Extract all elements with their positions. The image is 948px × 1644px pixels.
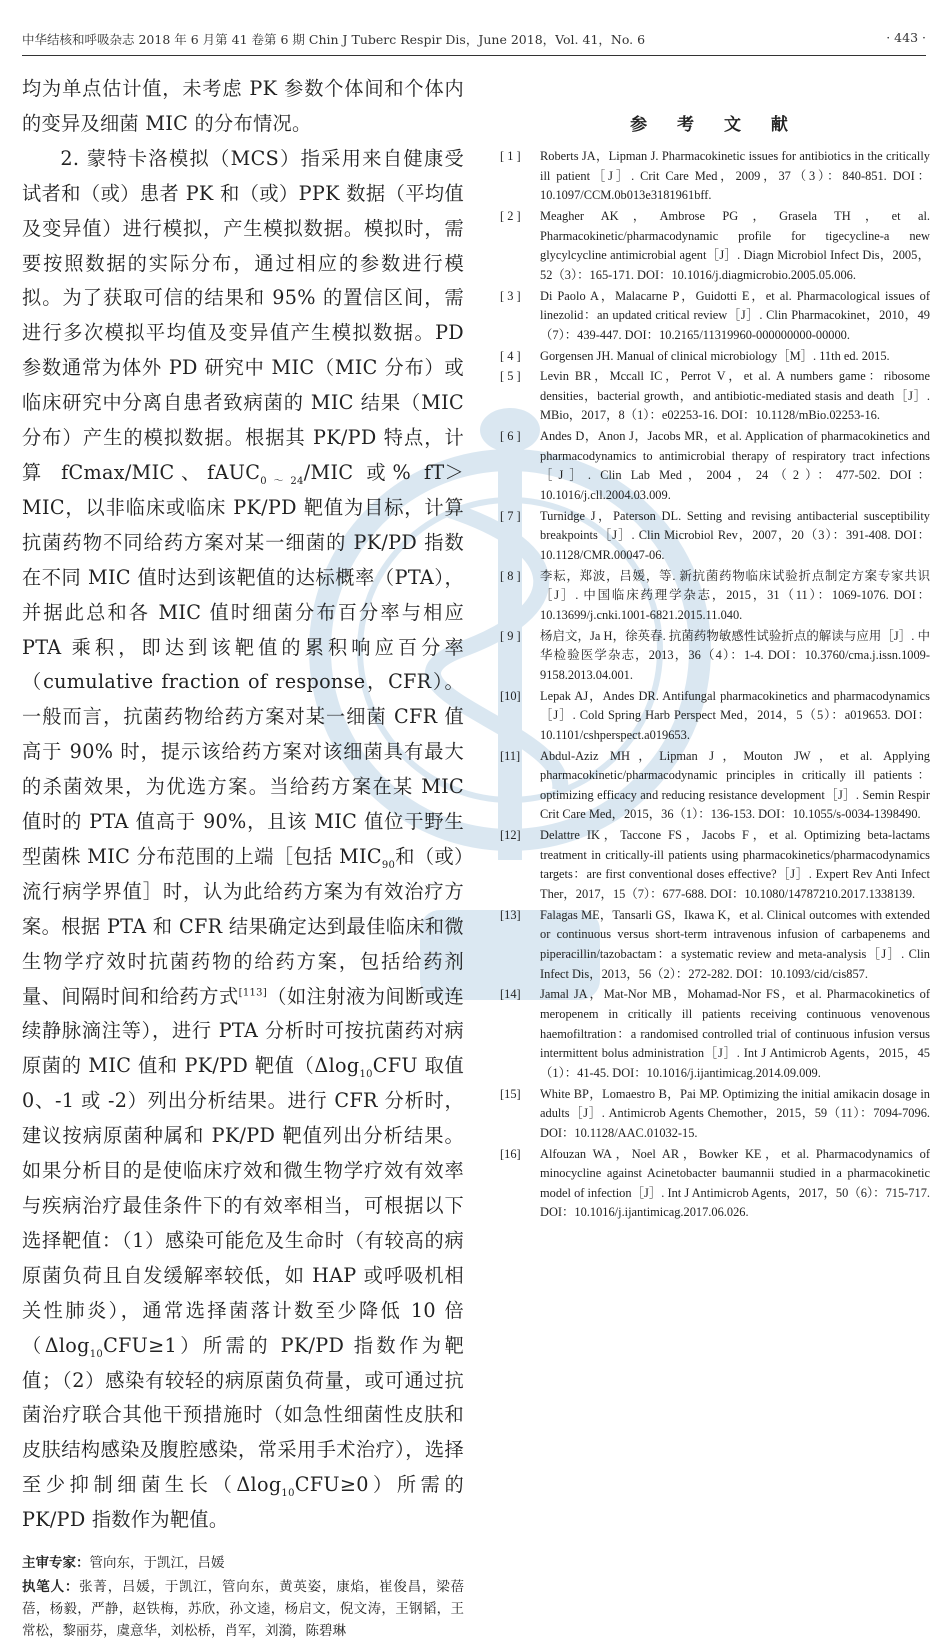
- reference-number: [ 4 ]: [500, 348, 521, 363]
- reference-item: [500, 826, 930, 904]
- journal-citation: 中华结核和呼吸杂志 2018 年 6 月第 41 卷第 6 期 Chin J Tuberc Respir Dis，June 2018，Vol. 41，No. 6: [22, 32, 646, 47]
- reference-text: 杨启文，Ja H，徐英春. 抗菌药物敏感性试验折点的解读与应用［J］. 中华检验医学杂志，2013，36（4）：1-4. DOI：10.3760/cma.j.issn.1009-9158.2013.04.001.: [540, 628, 930, 682]
- reference-number: [16]: [500, 1146, 521, 1161]
- reference-number: [ 5 ]: [500, 369, 521, 384]
- header-rule: [22, 55, 926, 56]
- reference-number: [ 3 ]: [500, 288, 521, 303]
- credits-block: [22, 1552, 464, 1642]
- reviewers-line: 主审专家：管向东，于凯江，吕媛: [22, 1555, 225, 1572]
- reference-number: [10]: [500, 688, 521, 703]
- reference-number: [11]: [500, 748, 521, 763]
- reference-text: Gorgensen JH. Manual of clinical microbiology［M］. 11th ed. 2015.: [540, 348, 890, 363]
- paragraph-pk-limit: 均为单点估计值，未考虑 PK 参数个体间和个体内的变异及细菌 MIC 的分布情况。: [22, 77, 464, 135]
- reference-text: Meagher AK，Ambrose PG，Grasela TH，et al. Pharmacokinetic/pharmacodynamic profile for tigecycline-a new glycylcycline antimicrobial agent［J］. Diagn Microbiol Infect Dis，2005，52（3）：165-171. DOI：10.1016/j.diagmicrobio.2005.05.006.: [540, 208, 930, 282]
- reference-item: [500, 1085, 930, 1144]
- left-column: [22, 72, 464, 1644]
- reference-text: Falagas ME，Tansarli GS，Ikawa K，et al. Clinical outcomes with extended or continuous versus short-term intravenous infusion of carbapenems and piperacillin/tazobactam：a systematic review and meta-analysis［J］. Clin Infect Dis，2013，56（2）：272-282. DOI：10.1093/cid/cis857.: [540, 907, 930, 981]
- right-column: [500, 110, 930, 1224]
- reference-text: Abdul-Aziz MH，Lipman J，Mouton JW，et al. Applying pharmacokinetic/pharmacodynamic principles in critically ill patients：optimizing efficacy and reducing resistance development［J］. Semin Respir Crit Care Med，2015，36（1）：136-153. DOI：10.1055/s-0034-1398490.: [540, 748, 930, 822]
- reference-item: [500, 906, 930, 984]
- reference-item: [500, 287, 930, 346]
- reference-number: [13]: [500, 907, 521, 922]
- reference-text: Levin BR，Mccall IC，Perrot V，et al. A numbers game：ribosome densities，bacterial growth，and antibiotic-mediated stasis and death［J］. MBio，2017，8（1）：e02253-16. DOI：10.1128/mBio.02253-16.: [540, 369, 930, 423]
- reference-list: [500, 147, 930, 1223]
- reference-number: [ 1 ]: [500, 149, 521, 163]
- reference-text: Andes D，Anon J，Jacobs MR，et al. Application of pharmacokinetics and pharmacodynamics to antimicrobial therapy of respiratory tract infections［J］. Clin Lab Med，2004，24（2）：477-502. DOI：10.1016/j.cll.2004.03.009.: [540, 429, 930, 503]
- reference-number: [15]: [500, 1086, 521, 1101]
- running-header: [22, 30, 926, 50]
- reference-text: Turnidge J，Paterson DL. Setting and revising antibacterial susceptibility breakpoints［J］. Clin Microbiol Rev，2007，20（3）：391-408. DOI：10.1128/CMR.00047-06.: [540, 508, 930, 562]
- reference-item: [500, 347, 930, 367]
- reference-item: [500, 147, 930, 206]
- reference-item: [500, 427, 930, 505]
- reference-number: [12]: [500, 828, 521, 843]
- reference-item: [500, 627, 930, 686]
- reference-text: Delattre IK，Taccone FS，Jacobs F，et al. Optimizing beta-lactams treatment in critically-ill patients using pharmacokinetics/pharmacodynamics targets：are first conventional doses effective?［J］. Expert Rev Anti Infect Ther，2017，15（7）：677-688. DOI：10.1080/14787210.2017.1338139.: [540, 828, 930, 902]
- reference-text: Alfouzan WA，Noel AR，Bowker KE，et al. Pharmacodynamics of minocycline against Acinetobacter baumannii studied in a pharmacokinetic model of infection［J］. Int J Antimicrob Agents，2017，50（6）：715-717. DOI：10.1016/j.ijantimicag.2017.06.026.: [540, 1146, 930, 1220]
- authors-line: 执笔人：张菁，吕媛，于凯江，管向东，黄英姿，康焰，崔俊昌，梁蓓蓓，杨毅，严静，赵铁梅，苏欣，孙文逵，杨启文，倪文涛，王钢韬，王常松，黎丽芬，虞意华，刘松桥，肖军，刘漪，陈碧琳: [22, 1579, 465, 1640]
- paragraph-monte-carlo: 2. 蒙特卡洛模拟（MCS）指采用来自健康受试者和（或）患者 PK 和（或）PPK 数据（平均值及变异值）进行模拟，产生模拟数据。模拟时，需要按照数据的实际分布，通过相应的参数进行模拟。为了获取可信的结果和 95% 的置信区间，需进行多次模拟平均值及变异值产生模拟数据。PD 参数通常为体外 PD 研究中 MIC（MIC 分布）或临床研究中分离自患者致病菌的 MIC 结果（MIC 分布）产生的模拟数据。根据其 PK/PD 特点，计算 fCmax/MIC、fAUC$_{0\sim 24}$/MIC 或% fT＞MIC，以非临床或临床 PK/PD 靶值为目标，计算抗菌药物不同给药方案对某一细菌的 PK/PD 指数在不同 MIC 值时达到该靶值的达标概率（PTA），并据此总和各 MIC 值时细菌分布百分率与相应 PTA 乘积，即达到该靶值的累积响应百分率（cumulative fraction of response，CFR）。一般而言，抗菌药物给药方案对某一细菌 CFR 值高于 90% 时，提示该给药方案对该细菌具有最大的杀菌效果，为优选方案。当给药方案在某 MIC 值时的 PTA 值高于 90%，且该 MIC 值位于野生型菌株 MIC 分布范围的上端［包括 $MIC_{90}$和（或）流行病学界值］时，认为此给药方案为有效治疗方案。根据 PTA 和 CFR 结果确定达到最佳临床和微生物学疗效时抗菌药物的给药方案，包括给药剂量、间隔时间和给药方式[113]（如注射液为间断或连续静脉滴注等），进行 PTA 分析时可按抗菌药对病原菌的 MIC 值和 PK/PD 靶值（Δlog$_{10}$CFU 取值 0、-1 或 -2）列出分析结果。进行 CFR 分析时，建议按病原菌种属和 PK/PD 靶值列出分析结果。如果分析目的是使临床疗效和微生物学疗效有效率与疾病治疗最佳条件下的有效率相当，可根据以下选择靶值：（1）感染可能危及生命时（有较高的病原菌负荷且自发缓解率较低，如 HAP 或呼吸机相关性肺炎），通常选择菌落计数至少降低 10 倍（Δlog$_{10}$CFU≥1）所需的 PK/PD 指数作为靶值；（2）感染有较轻的病原菌负荷量，或可通过抗菌治疗联合其他干预措施时（如急性细菌性皮肤和皮肤结构感染及腹腔感染，常采用手术治疗），选择至少抑制细菌生长（Δlog$_{10}$CFU≥0）所需的 PK/PD 指数作为靶值。: [22, 146, 465, 1532]
- reference-item: [500, 687, 930, 746]
- reference-number: [ 7 ]: [500, 508, 521, 523]
- reference-item: [500, 985, 930, 1083]
- reference-item: [500, 207, 930, 285]
- reference-item: [500, 747, 930, 825]
- reference-number: [ 2 ]: [500, 208, 521, 223]
- reference-item: [500, 567, 930, 626]
- reference-item: [500, 367, 930, 426]
- reference-item: [500, 507, 930, 566]
- reference-number: [ 6 ]: [500, 429, 521, 444]
- reference-text: White BP，Lomaestro B，Pai MP. Optimizing the initial amikacin dosage in adults［J］. Antimicrob Agents Chemother，2015，59（11）：7094-7096. DOI：10.1128/AAC.01032-15.: [540, 1086, 930, 1140]
- reference-text: Di Paolo A，Malacarne P，Guidotti E，et al. Pharmacological issues of linezolid：an updated critical review［J］. Clin Pharmacokinet，2010，49（7）：439-447. DOI：10.2165/11319960-000000000-00000.: [540, 288, 930, 342]
- reference-text: Lepak AJ，Andes DR. Antifungal pharmacokinetics and pharmacodynamics［J］. Cold Spring Harb Perspect Med，2014，5（5）：a019653. DOI：10.1101/cshperspect.a019653.: [540, 688, 930, 742]
- reference-number: [ 8 ]: [500, 568, 521, 583]
- references-heading: 参 考 文 献: [630, 115, 800, 135]
- page-number: · 443 ·: [886, 30, 926, 45]
- reference-text: Jamal JA，Mat-Nor MB，Mohamad-Nor FS，et al. Pharmacokinetics of meropenem in critically ill patients receiving continuous venovenous haemofiltration：a randomised controlled trial of continuous infusion versus intermittent bolus administration［J］. Int J Antimicrob Agents，2015，45（1）：41-45. DOI：10.1016/j.ijantimicag.2014.09.009.: [540, 987, 930, 1080]
- reference-number: [ 9 ]: [500, 628, 521, 643]
- reference-text: Roberts JA，Lipman J. Pharmacokinetic issues for antibiotics in the critically ill patient［J］. Crit Care Med，2009，37（3）：840-851. DOI：10.1097/CCM.0b013e3181961bff.: [540, 149, 930, 203]
- reference-text: 李耘，郑波，吕媛，等. 新抗菌药物临床试验折点制定方案专家共识［J］. 中国临床药理学杂志，2015，31（11）：1069-1076. DOI：10.13699/j.cnki.1001-6821.2015.11.040.: [540, 568, 930, 622]
- reference-item: [500, 1145, 930, 1223]
- reference-number: [14]: [500, 987, 521, 1002]
